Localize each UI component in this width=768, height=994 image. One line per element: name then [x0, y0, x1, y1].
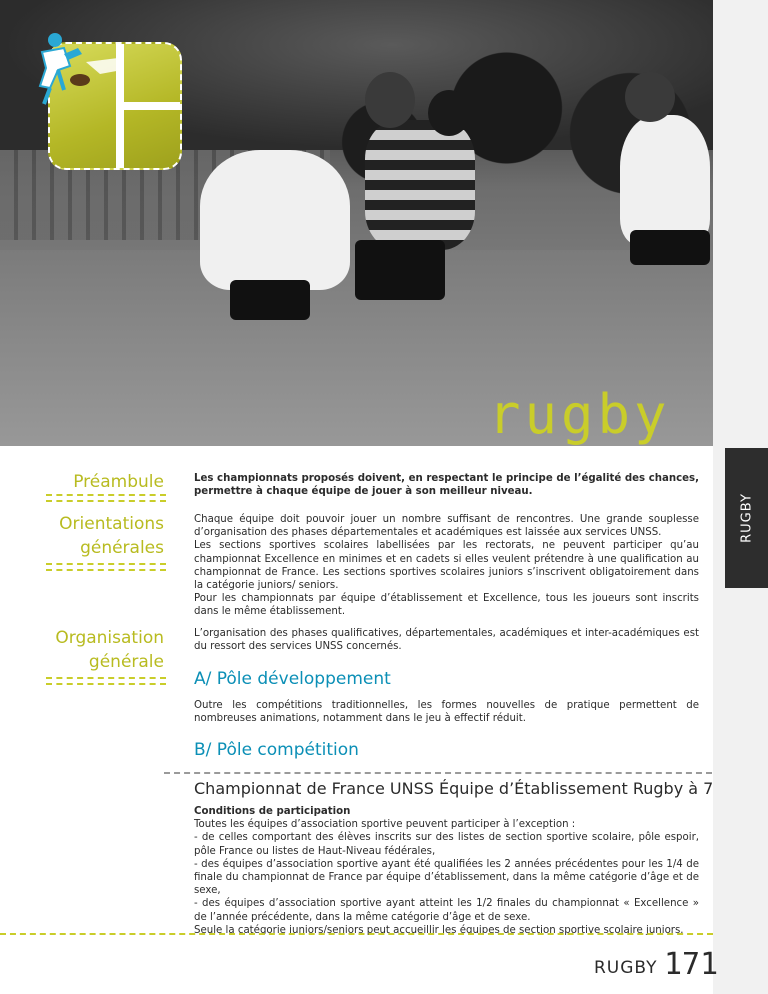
player-striped-shorts — [355, 240, 445, 300]
player-right-shorts — [630, 230, 710, 265]
orientations-text-2: Les sections sportives scolaires labellisées par les rectorats, ne peuvent participer qu’au championnat Excellence en minimes et en cadets si elles veulent prétendre à une qualification au championnat de France. Les sections sportives scolaires juniors s’inscrivent obligatoirement dans la catégorie juniors/ seniors. — [194, 540, 699, 592]
orientations-paragraph — [194, 513, 699, 619]
sidebar-divider-2 — [46, 563, 166, 565]
sidebar-organisation-line2: générale — [88, 652, 164, 672]
sidebar-heading-preambule — [73, 470, 164, 494]
sidebar-heading-orientations — [59, 512, 164, 560]
preambule-paragraph — [194, 472, 699, 498]
sidebar-divider-2b — [46, 569, 166, 571]
player-striped — [365, 120, 475, 250]
conditions-title: Conditions de participation — [194, 806, 351, 817]
sidebar-divider-1 — [46, 494, 166, 496]
pole-a-heading: A/ Pôle développement — [194, 669, 391, 689]
sidebar-orientations-line2: générales — [80, 538, 164, 558]
player-foreground — [200, 150, 350, 290]
conditions-paragraph — [194, 805, 699, 937]
sidebar-divider-1b — [46, 500, 166, 502]
orientations-text-1: Chaque équipe doit pouvoir jouer un nombre suffisant de rencontres. Une grande souplesse d’organisation des phases départementales et académiques est laissée aux services UNSS. — [194, 514, 699, 539]
sidebar-heading-organisation — [55, 626, 164, 674]
player-striped-head — [365, 72, 415, 128]
sidebar-preambule-label: Préambule — [73, 472, 164, 492]
sidebar-divider-3 — [46, 677, 166, 679]
conditions-line-3: - des équipes d’association sportive ayant été qualifiées les 2 années précédentes pour les 1/4 de finale du championnat de France par équipe d’établissement, dans la même catégorie d’âge et de sexe, — [194, 858, 699, 897]
chapter-script-title: rugby — [488, 383, 671, 446]
conditions-line-1: Toutes les équipes d’association sportive peuvent participer à l’exception : — [194, 819, 576, 831]
sidebar-organisation-line1: Organisation — [55, 628, 164, 648]
conditions-line-4: - des équipes d’association sportive ayant atteint les 1/2 finales du championnat « Excellence » de l’année précédente, dans la même catégorie d’âge et de sexe. — [194, 898, 699, 923]
player-helmet-head — [428, 90, 470, 136]
player-right — [620, 115, 710, 245]
player-foreground-shorts — [230, 280, 310, 320]
chapter-side-tab-label: RUGBY — [739, 493, 754, 543]
pole-a-paragraph — [194, 699, 699, 725]
pole-a-text: Outre les compétitions traditionnelles, les formes nouvelles de pratique permettent de nombreuses animations, notamment dans le jeu à effectif réduit. — [194, 700, 699, 725]
pole-b-heading: B/ Pôle compétition — [194, 740, 359, 760]
footer-divider — [0, 933, 713, 935]
page-number: 171 — [664, 947, 719, 982]
organisation-paragraph — [194, 627, 699, 653]
orientations-text-3: Pour les championnats par équipe d’établissement et Excellence, tous les joueurs sont inscrits dans le même établissement. — [194, 593, 699, 618]
player-right-head — [625, 72, 675, 122]
sidebar-divider-3b — [46, 683, 166, 685]
rugby-player-icon — [30, 30, 134, 108]
footer-chapter-name: RUGBY — [594, 958, 658, 978]
chapter-side-tab — [725, 448, 768, 588]
organisation-text: L’organisation des phases qualificatives, départementales, académiques et inter-académiques est du ressort des services UNSS concernés. — [194, 628, 699, 653]
championship-heading: Championnat de France UNSS Équipe d’Établissement Rugby à 7 — [194, 779, 714, 798]
preambule-text: Les championnats proposés doivent, en respectant le principe de l’égalité des chances, permettre à chaque équipe de jouer à son meilleur niveau. — [194, 473, 699, 498]
sidebar-orientations-line1: Orientations — [59, 514, 164, 534]
championship-divider — [164, 772, 712, 774]
conditions-line-2: - de celles comportant des élèves inscrits sur des listes de section sportive scolaire, pôle espoir, pôle France ou listes de Haut-Niveau fédérales, — [194, 832, 699, 857]
conditions-line-5: Seule la catégorie juniors/seniors peut accueillir les équipes de section sportive scolaire juniors. — [194, 924, 684, 936]
